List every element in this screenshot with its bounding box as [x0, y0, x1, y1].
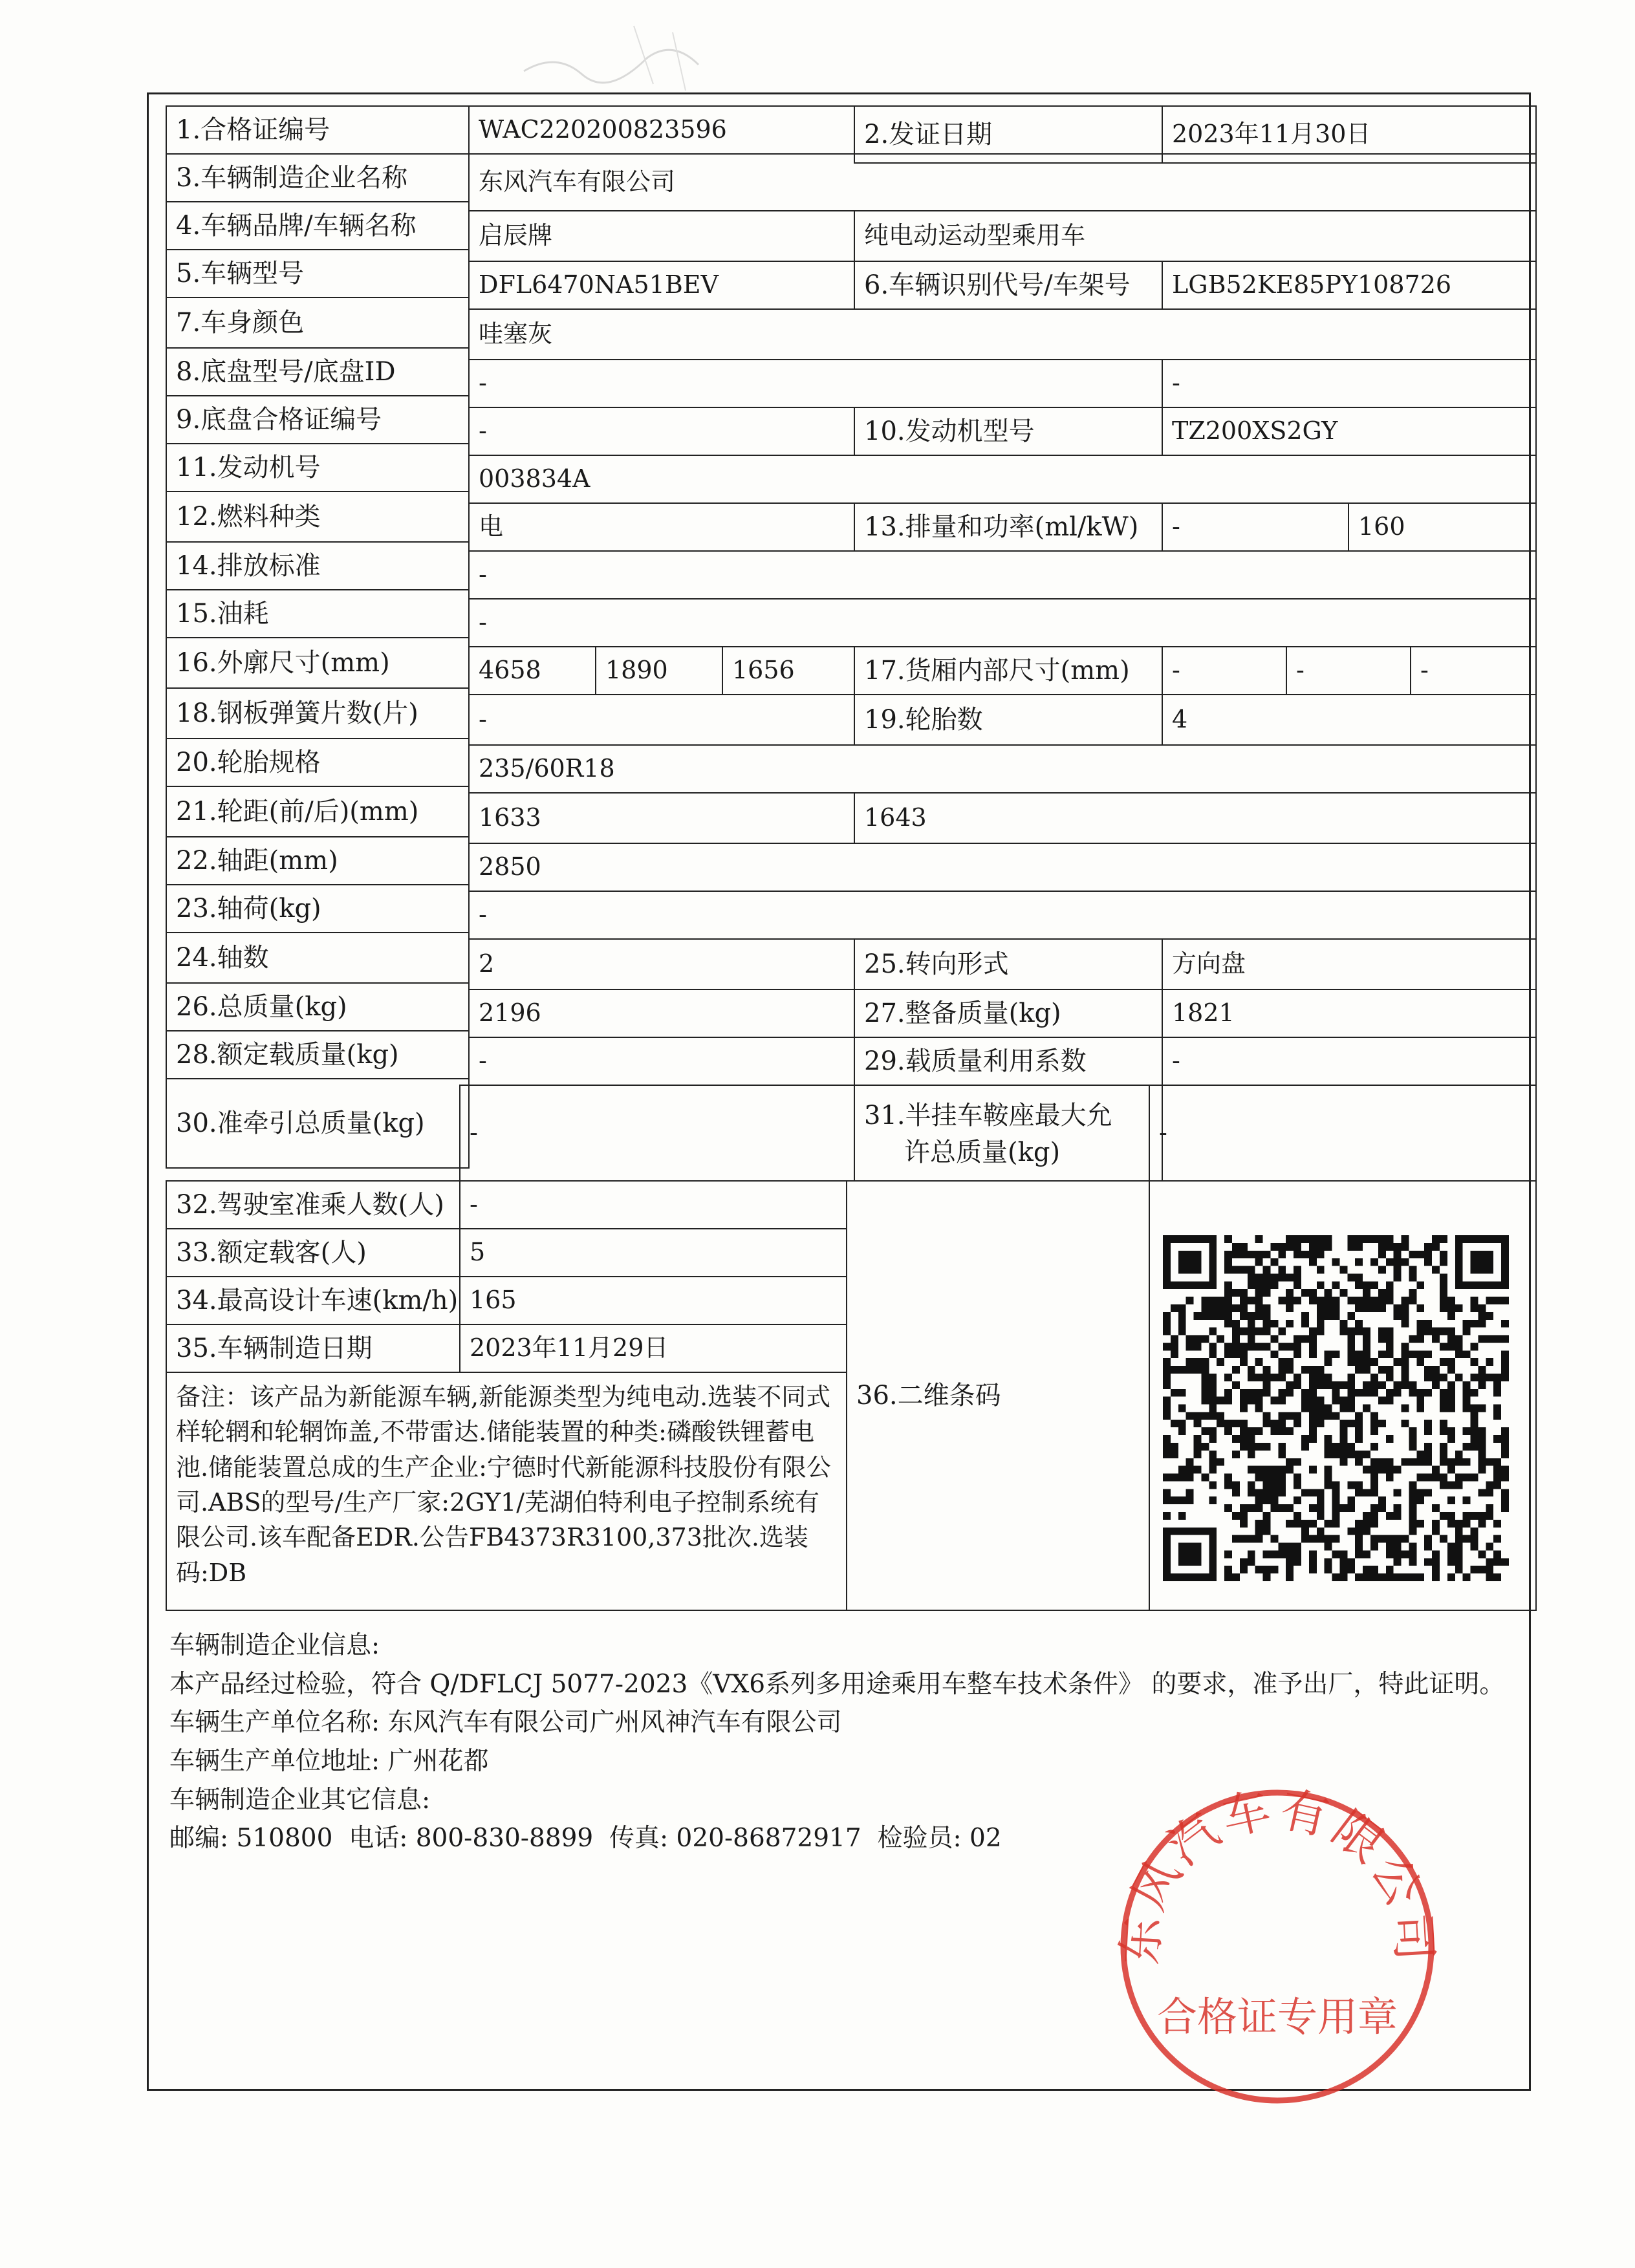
towing-mass: -	[459, 1085, 855, 1182]
chassis-model: -	[468, 359, 1163, 408]
field-11-label: 11.发动机号	[166, 443, 470, 492]
field-18-label: 18.钢板弹簧片数(片)	[166, 687, 470, 739]
body-color: 哇塞灰	[468, 308, 1537, 360]
front-track: 1633	[468, 792, 855, 844]
manufacturer-heading: 车辆制造企业信息:	[169, 1631, 380, 1660]
curb-mass: 1821	[1162, 989, 1537, 1038]
field-31-label	[854, 1085, 1163, 1182]
engine-number: 003834A	[468, 455, 1537, 504]
producer-address: 车辆生产单位地址: 广州花都	[169, 1746, 489, 1776]
field-14-label: 14.排放标准	[166, 541, 470, 590]
seal-arc-text: 东风汽车有限公司	[1114, 1783, 1440, 1967]
issue-date: 2023年11月30日	[1162, 105, 1537, 164]
fuel-consumption: -	[468, 598, 1537, 647]
power: 160	[1348, 502, 1537, 552]
qr-code	[1163, 1235, 1509, 1581]
field-10-label: 10.发动机型号	[854, 407, 1163, 456]
axle-load: -	[468, 891, 1537, 940]
load-utilization: -	[1162, 1037, 1537, 1086]
field-25-label: 25.转向形式	[854, 938, 1163, 990]
field-2-label: 2.发证日期	[854, 105, 1163, 164]
steering-type: 方向盘	[1162, 938, 1537, 990]
field-32-label: 32.驾驶室准乘人数(人)	[166, 1180, 460, 1229]
field-6-label: 6.车辆识别代号/车架号	[854, 261, 1163, 310]
vin-number: LGB52KE85PY108726	[1162, 261, 1537, 310]
field-34-label: 34.最高设计车速(km/h)	[166, 1276, 460, 1325]
vehicle-brand: 启辰牌	[468, 210, 855, 262]
vehicle-name: 纯电动运动型乘用车	[854, 210, 1537, 262]
leaf-spring-count: -	[468, 694, 855, 746]
certificate-number: WAC220200823596	[468, 105, 855, 155]
field-20-label: 20.轮胎规格	[166, 738, 470, 787]
field-31-label-line2: 许总质量(kg)	[904, 1137, 1061, 1167]
displacement: -	[1162, 502, 1349, 552]
wheelbase: 2850	[468, 843, 1537, 892]
svg-text:东风汽车有限公司	[1114, 1783, 1440, 1966]
field-17-label: 17.货厢内部尺寸(mm)	[854, 646, 1163, 695]
engine-model: TZ200XS2GY	[1162, 407, 1537, 456]
chassis-id: -	[1162, 359, 1537, 408]
saddle-mass: -	[1149, 1085, 1537, 1182]
fuel-type: 电	[468, 502, 855, 552]
height-mm: 1656	[722, 646, 855, 695]
scan-smudge	[504, 13, 776, 103]
vehicle-model: DFL6470NA51BEV	[468, 261, 855, 310]
emission-standard: -	[468, 550, 1537, 599]
field-15-label: 15.油耗	[166, 589, 470, 638]
rated-passengers: 5	[459, 1228, 847, 1277]
field-35-label: 35.车辆制造日期	[166, 1324, 460, 1373]
field-23-label: 23.轴荷(kg)	[166, 884, 470, 933]
chassis-cert-number: -	[468, 407, 855, 456]
cargo-length: -	[1162, 646, 1287, 695]
field-22-label: 22.轴距(mm)	[166, 836, 470, 885]
field-12-label: 12.燃料种类	[166, 491, 470, 543]
field-5-label: 5.车辆型号	[166, 249, 470, 298]
cab-seats: -	[459, 1180, 847, 1229]
qr-finder-pattern	[1163, 1528, 1217, 1581]
seal-bottom-text: 合格证专用章	[1156, 1996, 1398, 2040]
other-info-heading: 车辆制造企业其它信息:	[169, 1785, 431, 1815]
field-26-label: 26.总质量(kg)	[166, 982, 470, 1031]
field-29-label: 29.载质量利用系数	[854, 1037, 1163, 1086]
manufacturer-name: 东风汽车有限公司	[468, 153, 1537, 211]
max-speed: 165	[459, 1276, 847, 1325]
field-30-label: 30.准牵引总质量(kg)	[166, 1078, 470, 1169]
manufacturer-statement: 本产品经过检验，符合 Q/DFLCJ 5077-2023《VX6系列多用途乘用车整车技术条件》 的要求，准予出厂，特此证明。	[169, 1669, 1505, 1699]
qr-finder-pattern	[1455, 1235, 1509, 1289]
tire-spec: 235/60R18	[468, 744, 1537, 794]
field-8-label: 8.底盘型号/底盘ID	[166, 347, 470, 396]
field-1-label: 1.合格证编号	[166, 105, 470, 155]
field-33-label: 33.额定载客(人)	[166, 1228, 460, 1277]
length-mm: 4658	[468, 646, 596, 695]
field-3-label: 3.车辆制造企业名称	[166, 153, 470, 202]
field-31-label-line1: 31.半挂车鞍座最大允	[864, 1101, 1112, 1130]
field-19-label: 19.轮胎数	[854, 694, 1163, 746]
field-4-label: 4.车辆品牌/车辆名称	[166, 201, 470, 250]
producer-name: 车辆生产单位名称: 东风汽车有限公司广州风神汽车有限公司	[169, 1708, 842, 1738]
cargo-height: -	[1410, 646, 1537, 695]
rated-load: -	[468, 1037, 855, 1086]
company-seal	[1103, 1772, 1452, 2121]
tire-count: 4	[1162, 694, 1537, 746]
width-mm: 1890	[595, 646, 723, 695]
cargo-width: -	[1286, 646, 1411, 695]
qr-finder-pattern	[1163, 1235, 1217, 1289]
field-13-label: 13.排量和功率(ml/kW)	[854, 502, 1163, 552]
remarks: 备注：该产品为新能源车辆,新能源类型为纯电动.选装不同式样轮辋和轮辋饰盖,不带雷达.储能装置的种类:磷酸铁锂蓄电池.储能装置总成的生产企业:宁德时代新能源科技股份有限公司.ABS的型号/生产厂家:2GY1/芜湖伯特利电子控制系统有限公司.该车配备EDR.公告FB4373R3100,373批次.选装码:DB	[166, 1372, 847, 1611]
contact-info: 邮编: 510800 电话: 800-830-8899 传真: 020-86872917 检验员: 02	[169, 1824, 1002, 1853]
field-27-label: 27.整备质量(kg)	[854, 989, 1163, 1038]
field-9-label: 9.底盘合格证编号	[166, 395, 470, 444]
field-7-label: 7.车身颜色	[166, 297, 470, 349]
field-36-label: 36.二维条码	[846, 1180, 1150, 1611]
rear-track: 1643	[854, 792, 1537, 844]
manufacture-date: 2023年11月29日	[459, 1324, 847, 1373]
field-16-label: 16.外廓尺寸(mm)	[166, 637, 470, 689]
field-24-label: 24.轴数	[166, 932, 470, 984]
field-28-label: 28.额定载质量(kg)	[166, 1030, 470, 1079]
axle-count: 2	[468, 938, 855, 990]
gross-mass: 2196	[468, 989, 855, 1038]
field-21-label: 21.轮距(前/后)(mm)	[166, 786, 470, 837]
